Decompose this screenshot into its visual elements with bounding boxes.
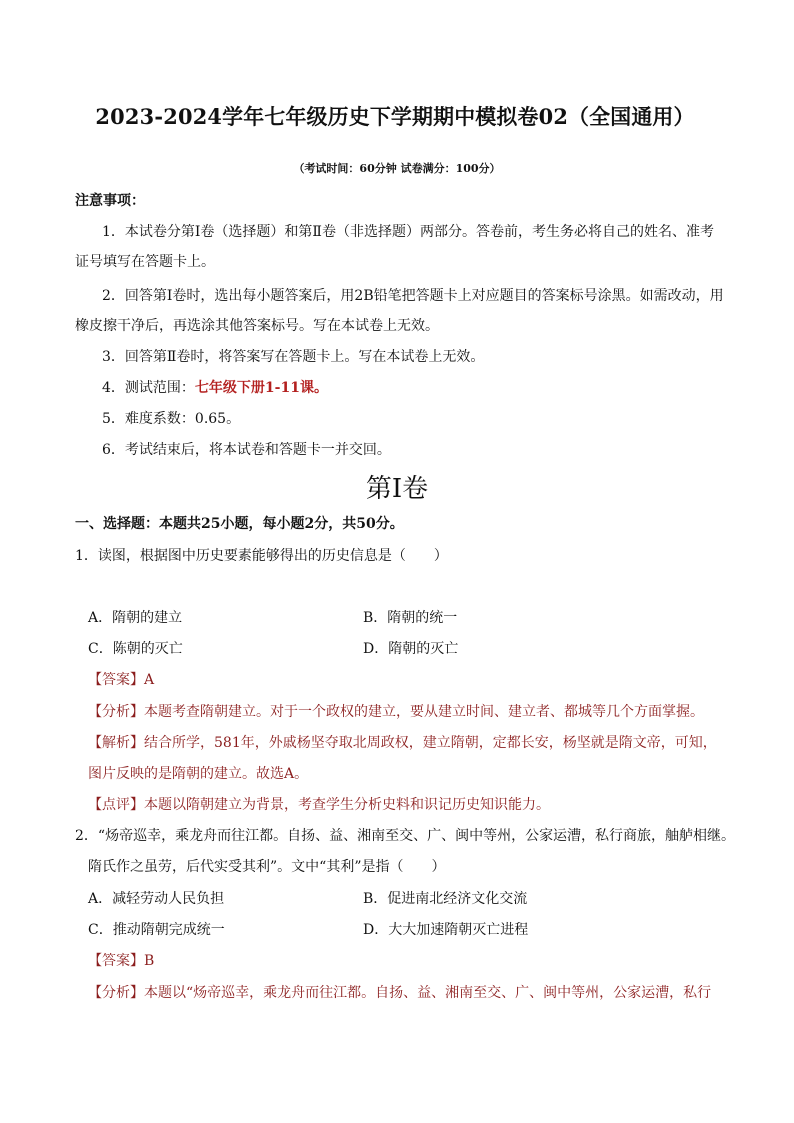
analysis-text: 本题以“炀帝巡幸，乘龙舟而往江都。自扬、益、湘南至交、广、闽中等州，公家运漕，私行 <box>144 985 712 1001</box>
answer-value: B <box>144 953 155 969</box>
note-4-prefix: 4．测试范围： <box>102 380 195 396</box>
note-5: 5．难度系数：0.65。 <box>102 411 241 427</box>
answer-value: A <box>144 672 155 688</box>
answer-tag: 【答案】 <box>88 953 144 969</box>
question-2-option-d: D．大大加速隋朝灭亡进程 <box>363 922 529 938</box>
question-2-answer <box>88 950 154 970</box>
question-1-option-b: B．隋朝的统一 <box>363 610 458 626</box>
note-1-line-2: 证号填写在答题卡上。 <box>75 254 215 270</box>
note-2-line-2: 橡皮擦干净后，再选涂其他答案标号。写在本试卷上无效。 <box>75 318 439 334</box>
note-1-line-1: 1．本试卷分第Ⅰ卷（选择题）和第Ⅱ卷（非选择题）两部分。答卷前，考生务必将自己的姓名、准考 <box>102 224 714 240</box>
question-1-explain-line-2: 图片反映的是隋朝的建立。故选A。 <box>88 766 309 782</box>
question-1-answer <box>88 669 154 689</box>
comment-text: 本题以隋朝建立为背景，考查学生分析史料和识记历史知识能力。 <box>144 797 550 813</box>
question-1-comment <box>88 794 550 814</box>
test-range: 七年级下册1-11课 <box>194 380 314 396</box>
analysis-tag: 【分析】 <box>88 704 144 720</box>
answer-tag: 【答案】 <box>88 672 144 688</box>
note-6: 6．考试结束后，将本试卷和答题卡一并交回。 <box>102 442 391 458</box>
notes-heading: 注意事项： <box>75 193 145 209</box>
note-4-suffix: 。 <box>313 380 328 396</box>
question-1-option-d: D．隋朝的灭亡 <box>363 641 459 657</box>
comment-tag: 【点评】 <box>88 797 144 813</box>
section-title: 第Ⅰ卷 <box>365 474 429 504</box>
question-1-stem: 1．读图，根据图中历史要素能够得出的历史信息是（ ） <box>75 548 448 564</box>
question-1-analysis <box>88 701 704 721</box>
question-1-option-a: A．隋朝的建立 <box>88 610 183 626</box>
explain-tag: 【解析】 <box>88 735 144 751</box>
section-instruction: 一、选择题：本题共25小题，每小题2分，共50分。 <box>75 516 404 532</box>
note-3: 3．回答第Ⅱ卷时，将答案写在答题卡上。写在本试卷上无效。 <box>102 349 485 365</box>
question-2-option-c: C．推动隋朝完成统一 <box>88 922 225 938</box>
question-2-stem-line-1: 2．“炀帝巡幸，乘龙舟而往江都。自扬、益、湘南至交、广、闽中等州，公家运漕，私行商旅，舳舻相继。 <box>75 828 736 844</box>
question-1-option-c: C．陈朝的灭亡 <box>88 641 183 657</box>
page-title: 2023-2024学年七年级历史下学期期中模拟卷02（全国通用） <box>95 104 695 129</box>
explain-text: 结合所学，581年，外戚杨坚夺取北周政权，建立隋朝，定都长安，杨坚就是隋文帝，可知， <box>144 735 717 751</box>
question-1-explain-line-1 <box>88 732 717 752</box>
exam-info: （考试时间：60分钟 试卷满分：100分） <box>293 162 501 175</box>
note-2-line-1: 2．回答第Ⅰ卷时，选出每小题答案后，用2B铅笔把答题卡上对应题目的答案标号涂黑。如需改动，用 <box>102 288 724 304</box>
question-2-stem-line-2: 隋氏作之虽劳，后代实受其利”。文中“其利”是指（ ） <box>88 859 446 875</box>
question-2-option-a: A．减轻劳动人民负担 <box>88 891 225 907</box>
note-4 <box>102 377 328 397</box>
question-2-option-b: B．促进南北经济文化交流 <box>363 891 528 907</box>
analysis-text: 本题考查隋朝建立。对于一个政权的建立，要从建立时间、建立者、都城等几个方面掌握。 <box>144 704 704 720</box>
analysis-tag: 【分析】 <box>88 985 144 1001</box>
question-2-analysis <box>88 982 711 1002</box>
